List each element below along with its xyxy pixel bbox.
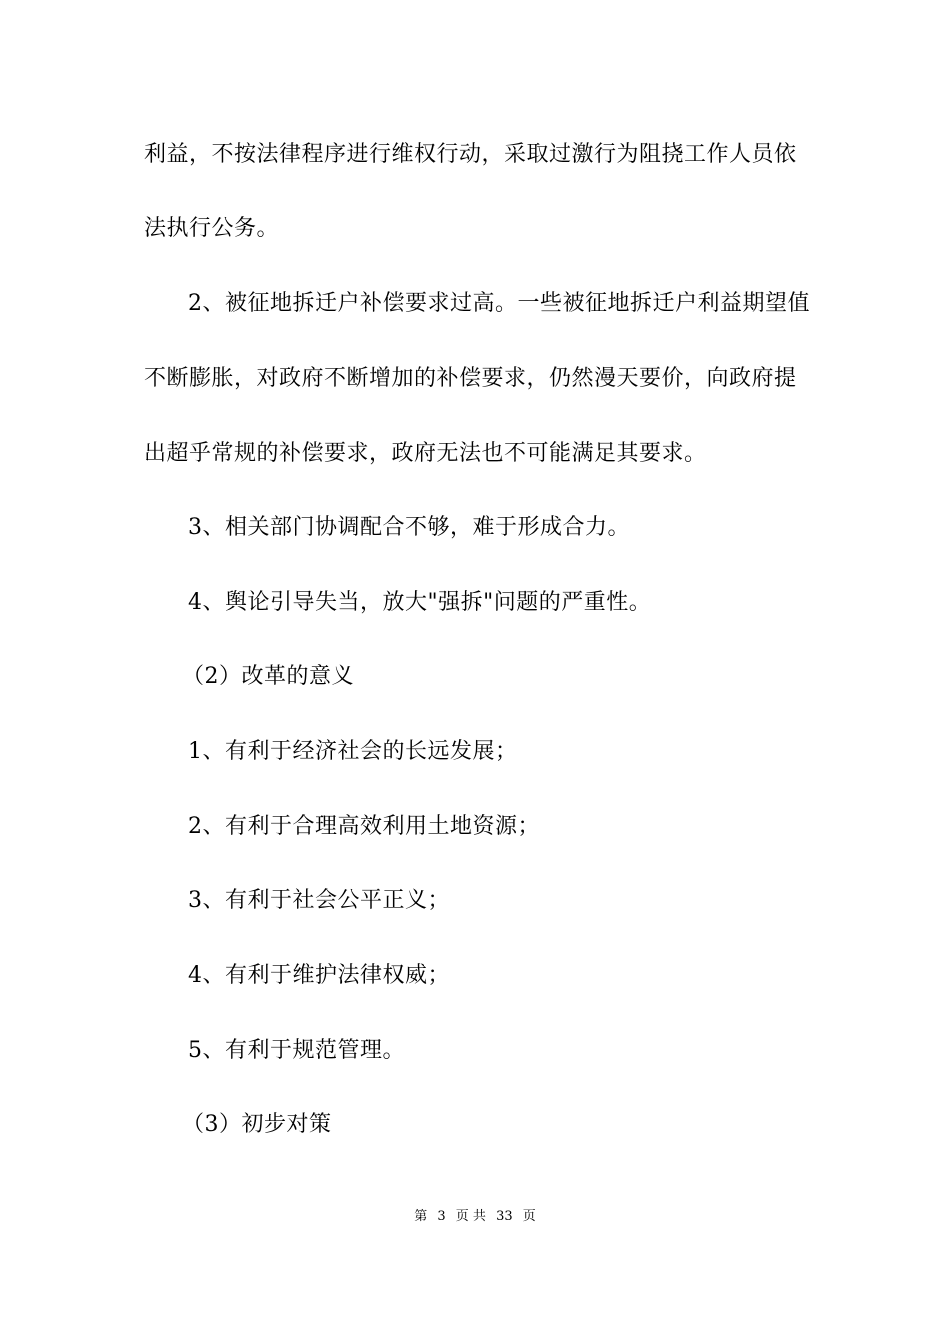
- current-page-number: 3: [437, 1209, 446, 1224]
- total-page-count: 33: [496, 1209, 513, 1224]
- paragraph-line: 2、被征地拆迁户补偿要求过高。一些被征地拆迁户利益期望值: [188, 291, 810, 316]
- list-item: 4、有利于维护法律权威；: [188, 963, 450, 988]
- paragraph-line: 4、舆论引导失当，放大"强拆"问题的严重性。: [188, 590, 652, 615]
- paragraph-line: 利益，不按法律程序进行维权行动，采取过激行为阻挠工作人员依: [144, 142, 797, 167]
- list-item: 3、有利于社会公平正义；: [188, 888, 450, 913]
- page-footer: [0, 1208, 950, 1226]
- list-item: 2、有利于合理高效利用土地资源；: [188, 814, 540, 839]
- paragraph-line: 法执行公务。: [144, 216, 280, 241]
- paragraph-line: 不断膨胀，对政府不断增加的补偿要求，仍然漫天要价，向政府提: [144, 366, 797, 391]
- section-heading: （2）改革的意义: [182, 664, 354, 689]
- list-item: 1、有利于经济社会的长远发展；: [188, 739, 518, 764]
- paragraph-line: 出超乎常规的补偿要求，政府无法也不可能满足其要求。: [144, 441, 707, 466]
- footer-suffix: 页: [522, 1209, 536, 1224]
- list-item: 5、有利于规范管理。: [188, 1038, 405, 1063]
- footer-prefix: 第: [414, 1209, 428, 1224]
- section-heading: （3）初步对策: [182, 1112, 332, 1137]
- paragraph-line: 3、相关部门协调配合不够，难于形成合力。: [188, 515, 630, 540]
- footer-middle: 页 共: [455, 1209, 486, 1224]
